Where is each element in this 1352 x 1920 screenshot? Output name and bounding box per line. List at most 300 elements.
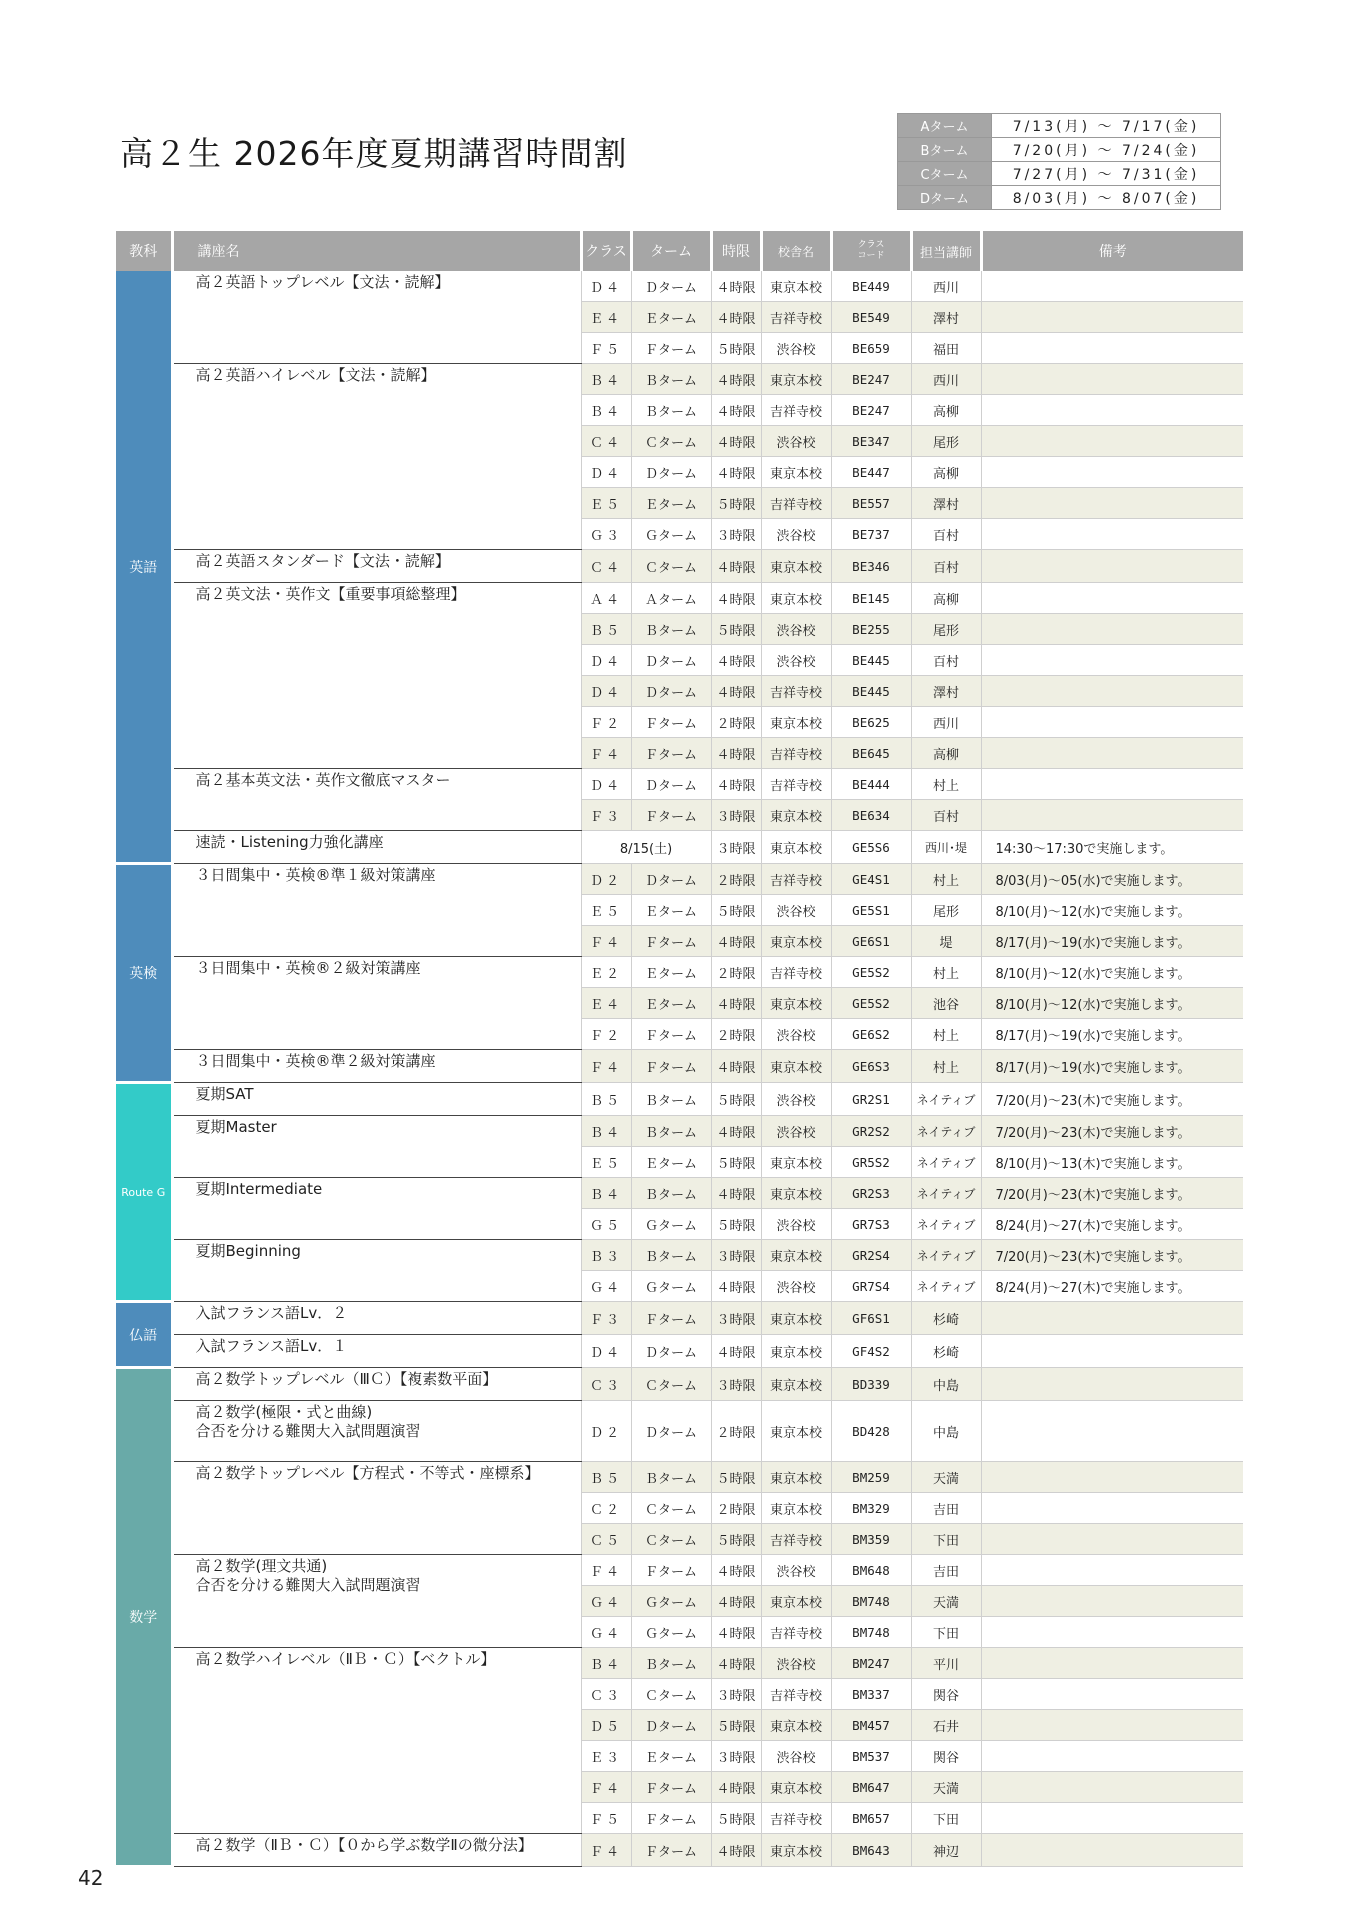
term-cell: Ｂターム [631,614,711,645]
page-number: 42 [78,1866,104,1890]
teacher-cell: 杉崎 [911,1335,981,1368]
teacher-cell: 石井 [911,1710,981,1741]
period-cell: ４時限 [711,1617,761,1648]
school-cell: 吉祥寺校 [761,957,831,988]
date-cell: 8/15(土) [581,831,711,864]
code-cell: BM748 [831,1586,911,1617]
period-cell: ４時限 [711,1834,761,1867]
term-dates: 7/27(月) ～ 7/31(金) [992,162,1221,186]
class-cell: Ｆ３ [581,1302,631,1335]
period-cell: ４時限 [711,271,761,302]
code-cell: BE445 [831,676,911,707]
school-cell: 吉祥寺校 [761,395,831,426]
note-cell: 8/24(月)～27(木)で実施します。 [981,1271,1243,1302]
teacher-cell: 中島 [911,1368,981,1401]
code-cell: BE449 [831,271,911,302]
school-cell: 渋谷校 [761,1116,831,1147]
teacher-cell: 中島 [911,1401,981,1462]
class-cell: Ｃ５ [581,1524,631,1555]
code-cell: GE5S2 [831,957,911,988]
teacher-cell: 尾形 [911,426,981,457]
teacher-cell: 村上 [911,1019,981,1050]
note-cell [981,426,1243,457]
code-cell: BM247 [831,1648,911,1679]
note-cell [981,550,1243,583]
teacher-cell: 天満 [911,1462,981,1493]
term-row [898,186,1221,210]
code-cell: BM457 [831,1710,911,1741]
note-cell [981,1679,1243,1710]
note-cell: 8/03(月)～05(水)で実施します。 [981,864,1243,895]
term-cell: Ｇターム [631,1271,711,1302]
period-cell: ５時限 [711,488,761,519]
teacher-cell: 尾形 [911,895,981,926]
course-name: 高２数学(理文共通) 合否を分ける難関大入試問題演習 [172,1555,581,1648]
term-cell: Ｇターム [631,519,711,550]
teacher-cell: 高柳 [911,457,981,488]
period-cell: ４時限 [711,457,761,488]
teacher-cell: 百村 [911,645,981,676]
term-cell: Ｅターム [631,488,711,519]
note-cell: 8/24(月)～27(木)で実施します。 [981,1209,1243,1240]
teacher-cell: 下田 [911,1803,981,1834]
table-row [116,1116,1243,1147]
note-cell [981,738,1243,769]
note-cell [981,676,1243,707]
class-cell: Ｇ４ [581,1617,631,1648]
teacher-cell: 村上 [911,769,981,800]
note-cell [981,333,1243,364]
period-cell: ２時限 [711,1401,761,1462]
header-course: 講座名 [172,231,581,271]
table-row [116,1368,1243,1401]
class-cell: Ｄ５ [581,1710,631,1741]
teacher-cell: 村上 [911,864,981,895]
note-cell: 7/20(月)～23(木)で実施します。 [981,1178,1243,1209]
period-cell: ４時限 [711,550,761,583]
teacher-cell: 澤村 [911,302,981,333]
code-cell: BE659 [831,333,911,364]
course-name: ３日間集中・英検®準２級対策講座 [172,1050,581,1083]
course-name: 夏期SAT [172,1083,581,1116]
period-cell: ４時限 [711,676,761,707]
term-cell: Ｄターム [631,1401,711,1462]
teacher-cell: ネイティブ [911,1083,981,1116]
class-cell: Ａ４ [581,583,631,614]
teacher-cell: 福田 [911,333,981,364]
term-cell: Ｇターム [631,1586,711,1617]
code-cell: GE5S2 [831,988,911,1019]
note-cell [981,395,1243,426]
code-cell: GE6S1 [831,926,911,957]
teacher-cell: ネイティブ [911,1178,981,1209]
school-cell: 東京本校 [761,707,831,738]
school-cell: 吉祥寺校 [761,1803,831,1834]
school-cell: 東京本校 [761,1368,831,1401]
note-cell: 14:30～17:30で実施します。 [981,831,1243,864]
code-cell: BE557 [831,488,911,519]
class-cell: Ｄ４ [581,1335,631,1368]
school-cell: 吉祥寺校 [761,676,831,707]
class-cell: Ｄ２ [581,864,631,895]
term-cell: Ｂターム [631,1648,711,1679]
teacher-cell: 関谷 [911,1741,981,1772]
header-term: ターム [631,231,711,271]
period-cell: ４時限 [711,426,761,457]
school-cell: 東京本校 [761,1834,831,1867]
period-cell: ２時限 [711,707,761,738]
table-row [116,831,1243,864]
term-cell: Ｂターム [631,364,711,395]
class-cell: Ｅ２ [581,957,631,988]
code-cell: BE737 [831,519,911,550]
header-note: 備考 [981,231,1243,271]
period-cell: ２時限 [711,1019,761,1050]
note-cell [981,1524,1243,1555]
table-row [116,1302,1243,1335]
term-cell: Ａターム [631,583,711,614]
class-cell: Ｂ４ [581,1178,631,1209]
term-cell: Ｄターム [631,1335,711,1368]
code-cell: GR5S2 [831,1147,911,1178]
term-dates: 7/20(月) ～ 7/24(金) [992,138,1221,162]
school-cell: 吉祥寺校 [761,1679,831,1710]
subject-label: 英検 [116,864,172,1083]
term-cell: Ｄターム [631,457,711,488]
note-cell [981,488,1243,519]
school-cell: 東京本校 [761,1401,831,1462]
note-cell [981,1648,1243,1679]
period-cell: ４時限 [711,738,761,769]
teacher-cell: 高柳 [911,738,981,769]
code-cell: BM643 [831,1834,911,1867]
class-cell: Ｅ５ [581,488,631,519]
school-cell: 渋谷校 [761,1555,831,1586]
school-cell: 東京本校 [761,1178,831,1209]
class-cell: Ｄ４ [581,769,631,800]
class-cell: Ｆ４ [581,1555,631,1586]
note-cell [981,1741,1243,1772]
school-cell: 東京本校 [761,271,831,302]
code-cell: BM359 [831,1524,911,1555]
class-cell: Ｃ４ [581,550,631,583]
note-cell: 8/17(月)～19(水)で実施します。 [981,1050,1243,1083]
table-row [116,957,1243,988]
term-cell: Ｃターム [631,1679,711,1710]
term-cell: Ｂターム [631,395,711,426]
class-cell: Ｂ４ [581,1648,631,1679]
code-cell: GE5S1 [831,895,911,926]
teacher-cell: 澤村 [911,488,981,519]
school-cell: 東京本校 [761,1302,831,1335]
school-cell: 吉祥寺校 [761,1617,831,1648]
school-cell: 東京本校 [761,1240,831,1271]
table-row [116,1401,1243,1462]
class-cell: Ｃ３ [581,1679,631,1710]
header-row [116,231,1243,271]
term-cell: Ｅターム [631,957,711,988]
code-cell: GR2S3 [831,1178,911,1209]
note-cell [981,583,1243,614]
school-cell: 渋谷校 [761,614,831,645]
course-name: 高２英語ハイレベル【文法・読解】 [172,364,581,550]
class-cell: Ｂ４ [581,364,631,395]
course-name: 高２数学(極限・式と曲線) 合否を分ける難関大入試問題演習 [172,1401,581,1462]
note-cell [981,1302,1243,1335]
term-cell: Ｆターム [631,1834,711,1867]
term-cell: Ｄターム [631,645,711,676]
school-cell: 渋谷校 [761,1648,831,1679]
term-cell: Ｅターム [631,895,711,926]
class-cell: Ｆ４ [581,926,631,957]
class-cell: Ｄ４ [581,457,631,488]
class-cell: Ｃ２ [581,1493,631,1524]
teacher-cell: 吉田 [911,1493,981,1524]
class-cell: Ｃ３ [581,1368,631,1401]
school-cell: 吉祥寺校 [761,488,831,519]
note-cell [981,302,1243,333]
note-cell [981,1803,1243,1834]
course-name: 高２数学ハイレベル（ⅡＢ・Ｃ）【ベクトル】 [172,1648,581,1834]
code-cell: BE247 [831,395,911,426]
teacher-cell: 西川 [911,364,981,395]
class-cell: Ｆ５ [581,333,631,364]
course-name: 高２数学トップレベル【方程式・不等式・座標系】 [172,1462,581,1555]
note-cell [981,364,1243,395]
teacher-cell: 西川 [911,271,981,302]
code-cell: BM748 [831,1617,911,1648]
note-cell: 7/20(月)～23(木)で実施します。 [981,1116,1243,1147]
teacher-cell: ネイティブ [911,1147,981,1178]
school-cell: 東京本校 [761,457,831,488]
code-cell: BE447 [831,457,911,488]
teacher-cell: 下田 [911,1524,981,1555]
code-cell: GE4S1 [831,864,911,895]
term-cell: Ｆターム [631,1772,711,1803]
teacher-cell: 池谷 [911,988,981,1019]
class-cell: Ｆ２ [581,1019,631,1050]
term-cell: Ｄターム [631,769,711,800]
period-cell: ４時限 [711,302,761,333]
period-cell: ３時限 [711,831,761,864]
teacher-cell: 堤 [911,926,981,957]
table-row [116,271,1243,302]
course-name: ３日間集中・英検®準１級対策講座 [172,864,581,957]
class-cell: Ｆ５ [581,1803,631,1834]
term-row [898,114,1221,138]
code-cell: BM337 [831,1679,911,1710]
header-class: クラス [581,231,631,271]
code-cell: GR2S2 [831,1116,911,1147]
code-cell: GE6S2 [831,1019,911,1050]
subject-label: Route G [116,1083,172,1302]
teacher-cell: 百村 [911,550,981,583]
period-cell: ５時限 [711,1147,761,1178]
course-name: 高２英語スタンダード【文法・読解】 [172,550,581,583]
teacher-cell: 西川･堤 [911,831,981,864]
period-cell: ２時限 [711,957,761,988]
header-period: 時限 [711,231,761,271]
note-cell: 8/10(月)～12(水)で実施します。 [981,957,1243,988]
term-cell: Ｆターム [631,707,711,738]
code-cell: GE6S3 [831,1050,911,1083]
subject-label: 英語 [116,271,172,864]
period-cell: ４時限 [711,1335,761,1368]
term-cell: Ｂターム [631,1083,711,1116]
course-name: 入試フランス語Lv．１ [172,1335,581,1368]
code-cell: BM657 [831,1803,911,1834]
note-cell [981,1586,1243,1617]
school-cell: 渋谷校 [761,1271,831,1302]
note-cell [981,645,1243,676]
period-cell: ５時限 [711,1209,761,1240]
period-cell: ４時限 [711,645,761,676]
teacher-cell: 高柳 [911,583,981,614]
table-row [116,1240,1243,1271]
term-cell: Ｆターム [631,1803,711,1834]
class-cell: Ｇ４ [581,1586,631,1617]
course-name: ３日間集中・英検®２級対策講座 [172,957,581,1050]
term-name: Dターム [898,186,992,210]
table-row [116,364,1243,395]
period-cell: ３時限 [711,1741,761,1772]
code-cell: BE634 [831,800,911,831]
school-cell: 渋谷校 [761,1741,831,1772]
school-cell: 渋谷校 [761,519,831,550]
class-cell: Ｅ５ [581,895,631,926]
note-cell [981,1617,1243,1648]
term-cell: Ｄターム [631,1710,711,1741]
subject-label: 仏語 [116,1302,172,1368]
period-cell: ４時限 [711,1586,761,1617]
period-cell: ４時限 [711,1116,761,1147]
code-cell: BE247 [831,364,911,395]
school-cell: 吉祥寺校 [761,769,831,800]
course-name: 高２数学トップレベル（ⅢＣ）【複素数平面】 [172,1368,581,1401]
note-cell: 8/10(月)～12(水)で実施します。 [981,988,1243,1019]
teacher-cell: 下田 [911,1617,981,1648]
period-cell: ４時限 [711,1178,761,1209]
code-cell: GF4S2 [831,1335,911,1368]
code-cell: GR7S3 [831,1209,911,1240]
school-cell: 吉祥寺校 [761,1524,831,1555]
table-row [116,583,1243,614]
school-cell: 東京本校 [761,364,831,395]
term-cell: Ｃターム [631,426,711,457]
note-cell [981,614,1243,645]
header-subject: 教科 [116,231,172,271]
note-cell [981,1772,1243,1803]
note-cell [981,1368,1243,1401]
period-cell: ４時限 [711,395,761,426]
term-name: Aターム [898,114,992,138]
code-cell: BE645 [831,738,911,769]
table-row [116,1178,1243,1209]
period-cell: ３時限 [711,800,761,831]
period-cell: ４時限 [711,1555,761,1586]
course-name: 高２英文法・英作文【重要事項総整理】 [172,583,581,769]
term-cell: Ｆターム [631,1019,711,1050]
course-name: 夏期Intermediate [172,1178,581,1240]
table-row [116,1834,1243,1867]
teacher-cell: 百村 [911,519,981,550]
course-name: 入試フランス語Lv．２ [172,1302,581,1335]
teacher-cell: ネイティブ [911,1209,981,1240]
class-cell: Ｄ４ [581,676,631,707]
code-cell: BE444 [831,769,911,800]
course-name: 高２基本英文法・英作文徹底マスター [172,769,581,831]
teacher-cell: 村上 [911,1050,981,1083]
school-cell: 東京本校 [761,831,831,864]
period-cell: ４時限 [711,1050,761,1083]
note-cell: 7/20(月)～23(木)で実施します。 [981,1083,1243,1116]
teacher-cell: ネイティブ [911,1240,981,1271]
term-cell: Ｇターム [631,1617,711,1648]
course-name: 高２数学（ⅡＢ・Ｃ）【０から学ぶ数学Ⅱの微分法】 [172,1834,581,1867]
school-cell: 東京本校 [761,550,831,583]
table-row [116,550,1243,583]
period-cell: ３時限 [711,519,761,550]
school-cell: 渋谷校 [761,1083,831,1116]
code-cell: BM329 [831,1493,911,1524]
code-cell: GR7S4 [831,1271,911,1302]
term-dates: 7/13(月) ～ 7/17(金) [992,114,1221,138]
period-cell: ４時限 [711,364,761,395]
code-cell: GR2S1 [831,1083,911,1116]
school-cell: 吉祥寺校 [761,864,831,895]
term-cell: Ｆターム [631,738,711,769]
period-cell: ２時限 [711,1493,761,1524]
term-dates: 8/03(月) ～ 8/07(金) [992,186,1221,210]
note-cell: 8/17(月)～19(水)で実施します。 [981,926,1243,957]
period-cell: ４時限 [711,1648,761,1679]
class-cell: Ｃ４ [581,426,631,457]
code-cell: BM259 [831,1462,911,1493]
teacher-cell: 村上 [911,957,981,988]
teacher-cell: 澤村 [911,676,981,707]
note-cell [981,1710,1243,1741]
period-cell: ５時限 [711,614,761,645]
course-name: 高２英語トップレベル【文法・読解】 [172,271,581,364]
period-cell: ５時限 [711,1462,761,1493]
code-cell: BE347 [831,426,911,457]
teacher-cell: 吉田 [911,1555,981,1586]
school-cell: 東京本校 [761,988,831,1019]
code-cell: BM647 [831,1772,911,1803]
note-cell [981,519,1243,550]
term-name: Bターム [898,138,992,162]
period-cell: ２時限 [711,864,761,895]
class-cell: Ｆ４ [581,1834,631,1867]
term-cell: Ｄターム [631,864,711,895]
note-cell: 8/10(月)～12(水)で実施します。 [981,895,1243,926]
term-cell: Ｂターム [631,1462,711,1493]
teacher-cell: 高柳 [911,395,981,426]
class-cell: Ｄ４ [581,271,631,302]
school-cell: 東京本校 [761,800,831,831]
code-cell: BM537 [831,1741,911,1772]
period-cell: ５時限 [711,895,761,926]
term-row [898,162,1221,186]
note-cell [981,800,1243,831]
period-cell: ３時限 [711,1368,761,1401]
period-cell: ５時限 [711,1803,761,1834]
teacher-cell: 平川 [911,1648,981,1679]
school-cell: 東京本校 [761,1586,831,1617]
table-row [116,1050,1243,1083]
term-cell: Ｂターム [631,1240,711,1271]
class-cell: Ｄ４ [581,645,631,676]
